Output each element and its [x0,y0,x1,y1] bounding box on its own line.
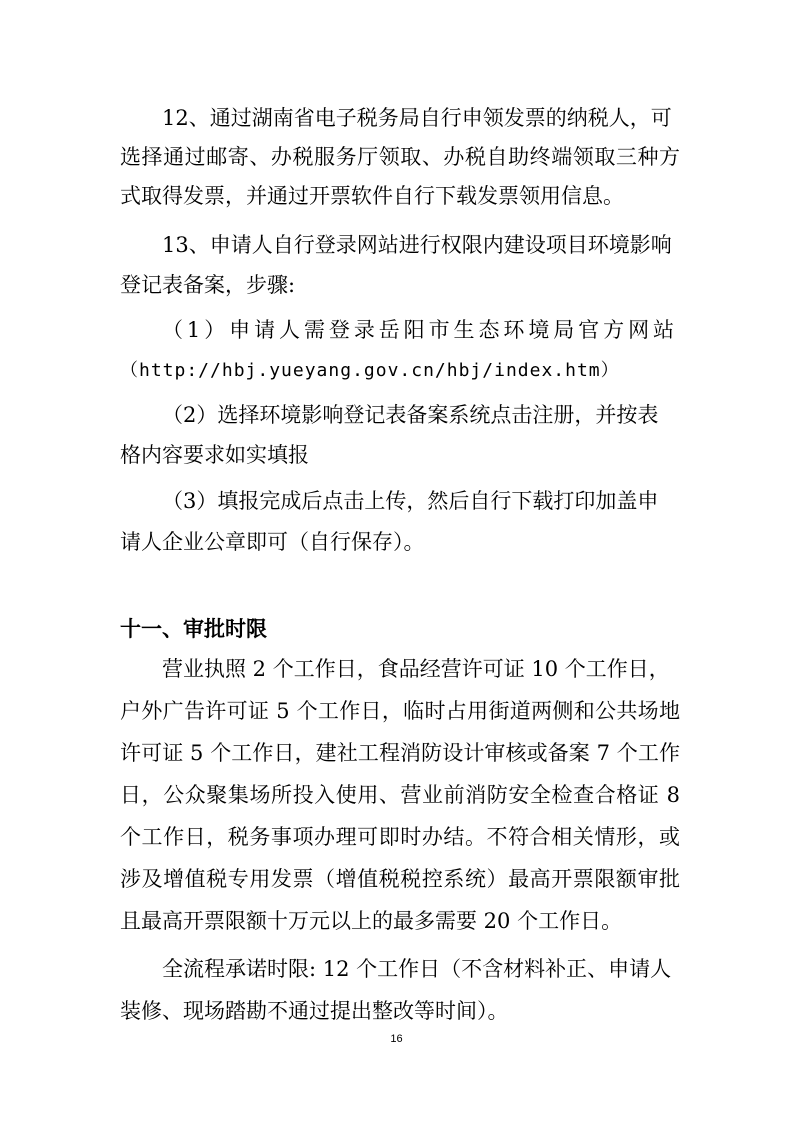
item13-line2: 登记表备案，步骤: [120,273,296,297]
paragraph-line: 装修、现场踏勘不通过提出整改等时间）。 [120,999,509,1023]
paragraph-line: 营业执照 2 个工作日，食品经营许可证 10 个工作日， [162,657,670,681]
item13-step2-line2: 格内容要求如实填报 [120,443,309,467]
paragraph-line: 日，公众聚集场所投入使用、营业前消防安全检查合格证 8 [120,783,680,807]
item13-step2-line1: （2）选择环境影响登记表备案系统点击注册，并按表 [162,403,659,427]
item13-line1: 13、申请人自行登录网站进行权限内建设项目环境影响 [162,233,672,257]
paragraph-line: 户外广告许可证 5 个工作日，临时占用街道两侧和公共场地 [120,699,680,723]
item12-line1: 12、通过湖南省电子税务局自行申领发票的纳税人，可 [162,106,672,130]
item13-step1-line1: （1）申请人需登录岳阳市生态环境局官方网站 [162,318,674,342]
paragraph-line: 涉及增值税专用发票（增值税税控系统）最高开票限额审批 [120,867,680,891]
paragraph-line: 且最高开票限额十万元以上的最多需要 20 个工作日。 [120,909,623,933]
paragraph-line: 个工作日，税务事项办理可即时办结。不符合相关情形，或 [120,825,680,849]
item12-line3: 式取得发票，并通过开票软件自行下载发票领用信息。 [120,184,624,208]
section-heading: 十一、审批时限 [120,617,267,641]
paragraph-line: 全流程承诺时限: 12 个工作日（不含材料补正、申请人 [162,957,672,981]
page-number: 16 [390,1033,403,1045]
item13-step3-line2: 请人企业公章即可（自行保存）。 [120,530,425,554]
item13-step3-line1: （3）填报完成后点击上传，然后自行下载打印加盖申 [162,489,659,513]
paragraph-line: 许可证 5 个工作日，建社工程消防设计审核或备案 7 个工作 [120,741,680,765]
item12-line2: 选择通过邮寄、办税服务厅领取、办税自助终端领取三种方 [120,145,680,169]
item13-step1-url: （http://hbj.yueyang.gov.cn/hbj/index.htm） [120,360,620,381]
